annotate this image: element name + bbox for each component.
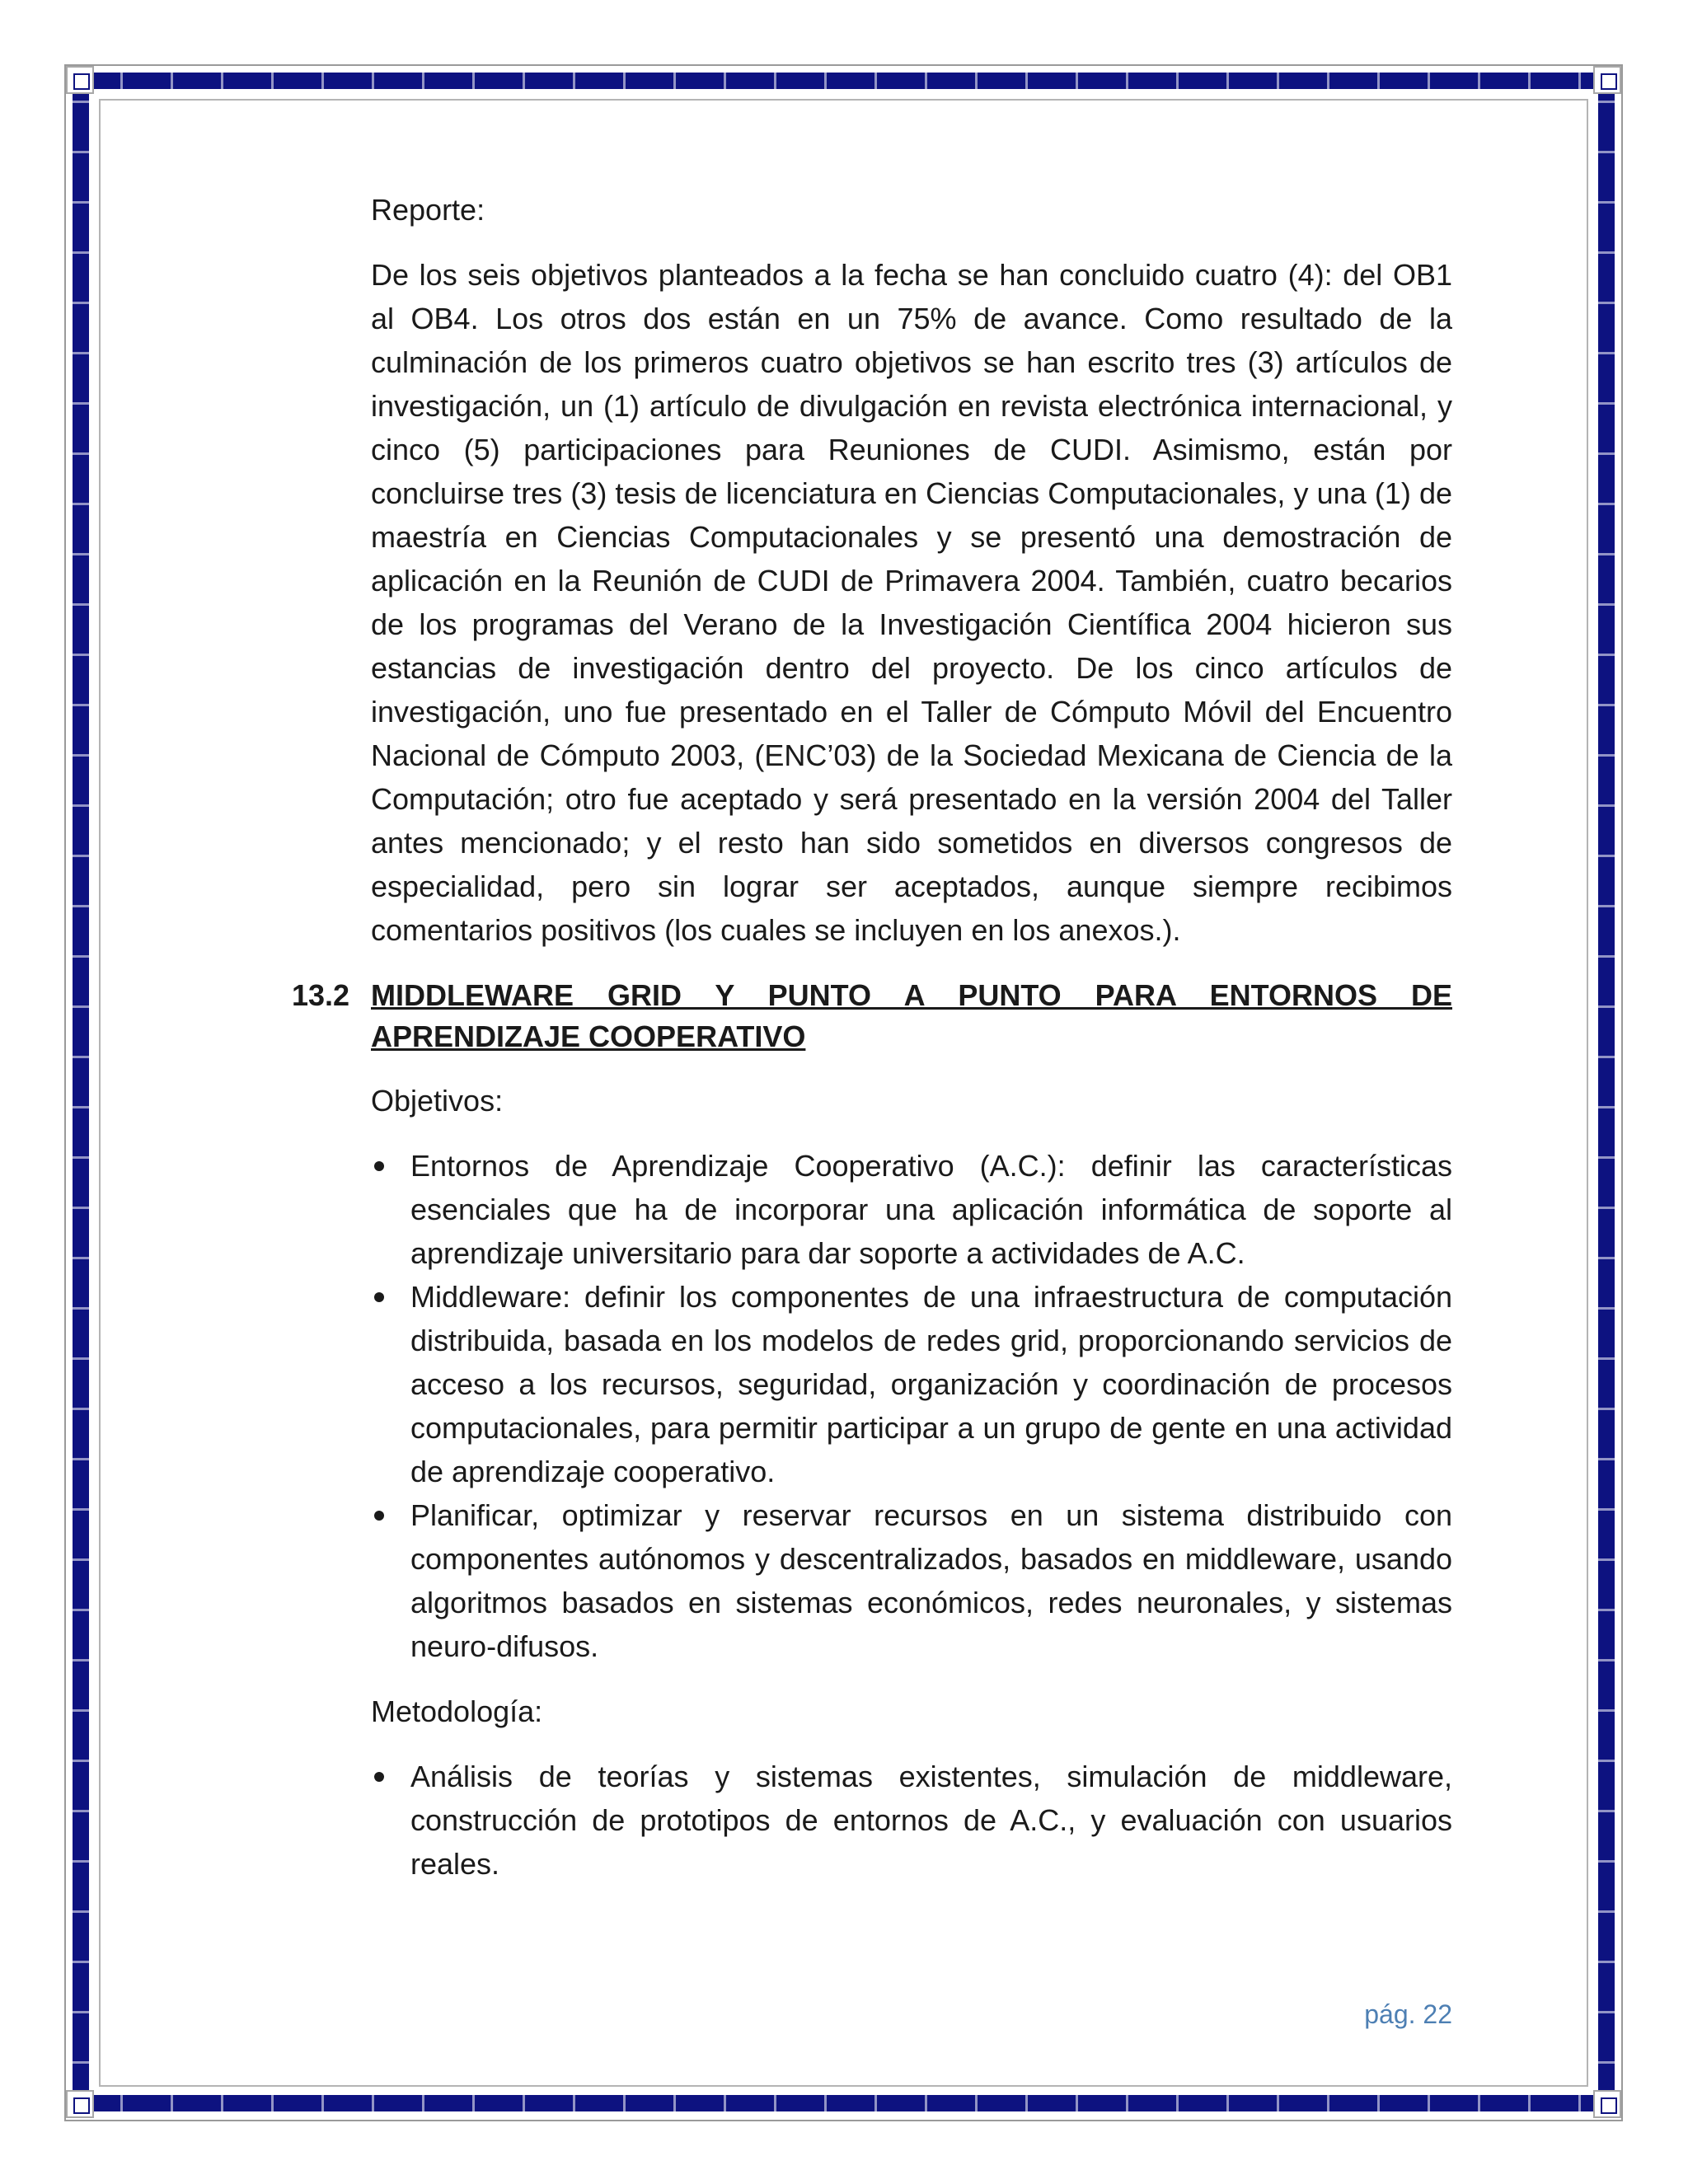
objective-text: Entornos de Aprendizaje Cooperativo (A.C.): definir las características esenciales que ha de incorporar una aplicación informática de soporte al aprendizaje universitario para dar soporte a actividades de A.C. [410,1149,1452,1270]
methodology-text: Análisis de teorías y sistemas existentes, simulación de middleware, construcción de prototipos de entornos de A.C., y evaluación con usuarios reales. [410,1760,1452,1881]
page-border-right-band [1598,73,1615,2111]
objective-text: Middleware: definir los componentes de una infraestructura de computación distribuida, basada en los modelos de redes grid, proporcionando servicios de acceso a los recursos, seguridad, organización y coordinación de procesos computacionales, para permitir participar a un grupo de gente en una actividad de aprendizaje cooperativo. [410,1280,1452,1488]
list-item [371,1275,1452,1493]
bullet-icon [374,1292,384,1302]
page-content [292,188,1452,1907]
list-item [371,1144,1452,1275]
page-border-left-band [73,73,89,2111]
border-corner-ornament [1593,2090,1621,2118]
border-corner-ornament [66,66,94,94]
border-corner-ornament [66,2090,94,2118]
objectives-list [371,1144,1452,1668]
list-item [371,1493,1452,1668]
methodology-list [371,1755,1452,1886]
report-paragraph: De los seis objetivos planteados a la fecha se han concluido cuatro (4): del OB1 al OB4. Los otros dos están en un 75% de avance. Como resultado de la culminación de los primeros cuatro objetivos se han escrito tres (3) artículos de investigación, un (1) artículo de divulgación en revista electrónica internacional, y cinco (5) participaciones para Reuniones de CUDI. Asimismo, están por concluirse tres (3) tesis de licenciatura en Ciencias Computacionales, y una (1) de maestría en Ciencias Computacionales y se presentó una demostración de aplicación en la Reunión de CUDI de Primavera 2004. También, cuatro becarios de los programas del Verano de la Investigación Científica 2004 hicieron sus estancias de investigación dentro del proyecto. De los cinco artículos de investigación, uno fue presentado en el Taller de Cómputo Móvil del Encuentro Nacional de Cómputo 2003, (ENC’03) de la Sociedad Mexicana de Ciencia de la Computación; otro fue aceptado y será presentado en la versión 2004 del Taller antes mencionado; y el resto han sido sometidos en diversos congresos de especialidad, pero sin lograr ser aceptados, aunque siempre recibimos comentarios positivos (los cuales se incluyen en los anexos.). [371,258,1452,947]
page-border-bottom-band [73,2095,1615,2111]
bullet-icon [374,1511,384,1521]
objectives-label: Objetivos: [371,1084,504,1118]
section-heading [292,975,1452,1057]
section-number: 13.2 [292,978,350,1012]
page-number: pág. 22 [1364,1999,1452,2029]
border-corner-ornament [1593,66,1621,94]
methodology-label: Metodología: [371,1694,543,1728]
report-label: Reporte: [371,193,485,227]
bullet-icon [374,1772,384,1782]
objective-text: Planificar, optimizar y reservar recursos en un sistema distribuido con componentes autónomos y descentralizados, basados en middleware, usando algoritmos basados en sistemas económicos, redes neuronales, y sistemas neuro-difusos. [410,1498,1452,1663]
list-item [371,1755,1452,1886]
page-border-top-band [73,73,1615,89]
bullet-icon [374,1161,384,1171]
section-title: MIDDLEWARE GRID Y PUNTO A PUNTO PARA ENTORNOS DE APRENDIZAJE COOPERATIVO [371,978,1452,1053]
